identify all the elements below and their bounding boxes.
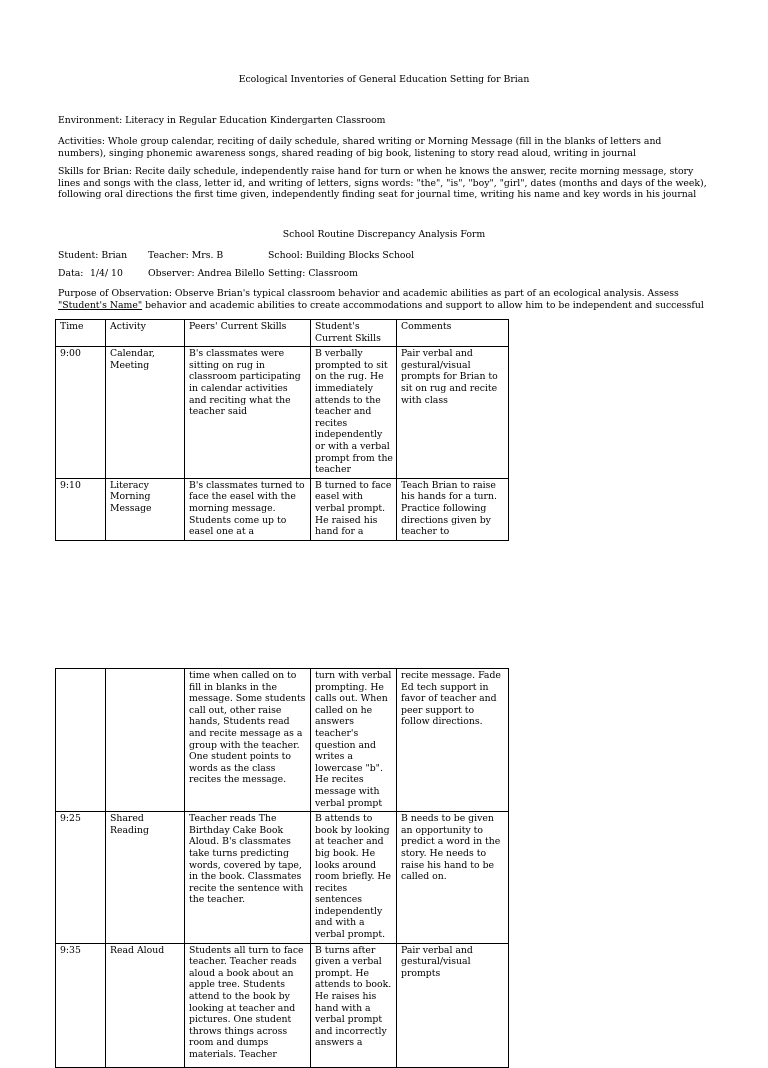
setting-name: Setting: Classroom (268, 268, 358, 279)
purpose-paragraph (58, 288, 712, 311)
observation-table-part-2 (55, 668, 509, 1068)
purpose-lead: Purpose of Observation: Observe Brian's typical classroom behavior and academic abilities as part of an ecological analysis. Assess (58, 288, 679, 299)
table-row (56, 812, 509, 944)
row-time: 9:25 (56, 812, 106, 944)
table-row (56, 669, 509, 812)
row-activity: Literacy Morning Message (106, 478, 185, 540)
date-value: 1/4/ 10 (90, 268, 123, 279)
row-student-skills: B turned to face easel with verbal prompt. He raised his hand for a (311, 478, 397, 540)
date-label: Data: (58, 268, 84, 279)
row-student-skills: B attends to book by looking at teacher and big book. He looks around room briefly. He recites sentences independently and with a verbal prompt. (311, 812, 397, 944)
activities-paragraph: Activities: Whole group calendar, reciting of daily schedule, shared writing or Morning Message (fill in the blanks of letters and numbers), singing phonemic awareness songs, shared reading of big book, listening to story read aloud, writing in journal (58, 136, 662, 159)
header-student-skills: Student's Current Skills (311, 320, 397, 347)
table-header-row (56, 320, 509, 347)
row-comments: Pair verbal and gestural/visual prompts (397, 943, 509, 1067)
row-activity (106, 669, 185, 812)
row-peers-skills: Teacher reads The Birthday Cake Book Aloud. B's classmates take turns predicting words, covered by tape, in the book. Classmates recite the sentence with the teacher. (185, 812, 311, 944)
observer-name: Observer: Andrea Bilello (148, 268, 265, 279)
skills-paragraph: Skills for Brian: Recite daily schedule, independently raise hand for turn or when he knows the answer, recite morning message, story lines and songs with the class, letter id, and writing of letters, signs words: "the", "is", "boy", "girl", dates (months and days of the week), following oral directions the first time given, independently finding seat for journal time, writing his name and key words in his journal (58, 166, 707, 201)
row-time: 9:35 (56, 943, 106, 1067)
document-title: Ecological Inventories of General Education Setting for Brian (238, 74, 530, 85)
row-comments: Pair verbal and gestural/visual prompts for Brian to sit on rug and recite with class (397, 347, 509, 479)
row-time (56, 669, 106, 812)
table-row (56, 478, 509, 540)
row-activity: Calendar, Meeting (106, 347, 185, 479)
row-peers-skills: time when called on to fill in blanks in the message. Some students call out, other raise hands, Students read and recite message as a group with the teacher. One student points to words as the class recites the message. (185, 669, 311, 812)
header-peers-skills: Peers' Current Skills (185, 320, 311, 347)
row-peers-skills: B's classmates were sitting on rug in classroom participating in calendar activities and reciting what the teacher said (185, 347, 311, 479)
row-comments: Teach Brian to raise his hands for a turn. Practice following directions given by teacher to (397, 478, 509, 540)
row-time: 9:00 (56, 347, 106, 479)
row-student-skills: B turns after given a verbal prompt. He attends to book. He raises his hand with a verbal prompt and incorrectly answers a (311, 943, 397, 1067)
header-time: Time (56, 320, 106, 347)
row-activity: Read Aloud (106, 943, 185, 1067)
student-name: Student: Brian (58, 250, 128, 261)
header-comments: Comments (397, 320, 509, 347)
school-name: School: Building Blocks School (268, 250, 415, 261)
form-title: School Routine Discrepancy Analysis Form (282, 229, 486, 240)
table-row (56, 943, 509, 1067)
observation-table-part-1 (55, 319, 509, 541)
purpose-underlined: "Student's Name" (58, 299, 143, 311)
environment-line: Environment: Literacy in Regular Education Kindergarten Classroom (58, 115, 386, 126)
table-row (56, 347, 509, 479)
row-student-skills: B verbally prompted to sit on the rug. He immediately attends to the teacher and recites independently or with a verbal prompt from the teacher (311, 347, 397, 479)
row-student-skills: turn with verbal prompting. He calls out. When called on he answers teacher's question and writes a lowercase "b". He recites message with verbal prompt (311, 669, 397, 812)
purpose-tail: behavior and academic abilities to create accommodations and support to allow him to be independent and successful (142, 299, 704, 311)
teacher-name: Teacher: Mrs. B (148, 250, 224, 261)
row-time: 9:10 (56, 478, 106, 540)
row-peers-skills: B's classmates turned to face the easel with the morning message. Students come up to easel one at a (185, 478, 311, 540)
row-comments: B needs to be given an opportunity to predict a word in the story. He needs to raise his hand to be called on. (397, 812, 509, 944)
header-activity: Activity (106, 320, 185, 347)
row-activity: Shared Reading (106, 812, 185, 944)
row-comments: recite message. Fade Ed tech support in favor of teacher and peer support to follow directions. (397, 669, 509, 812)
row-peers-skills: Students all turn to face teacher. Teacher reads aloud a book about an apple tree. Students attend to the book by looking at teacher and pictures. One student throws things across room and dumps materials. Teacher (185, 943, 311, 1067)
